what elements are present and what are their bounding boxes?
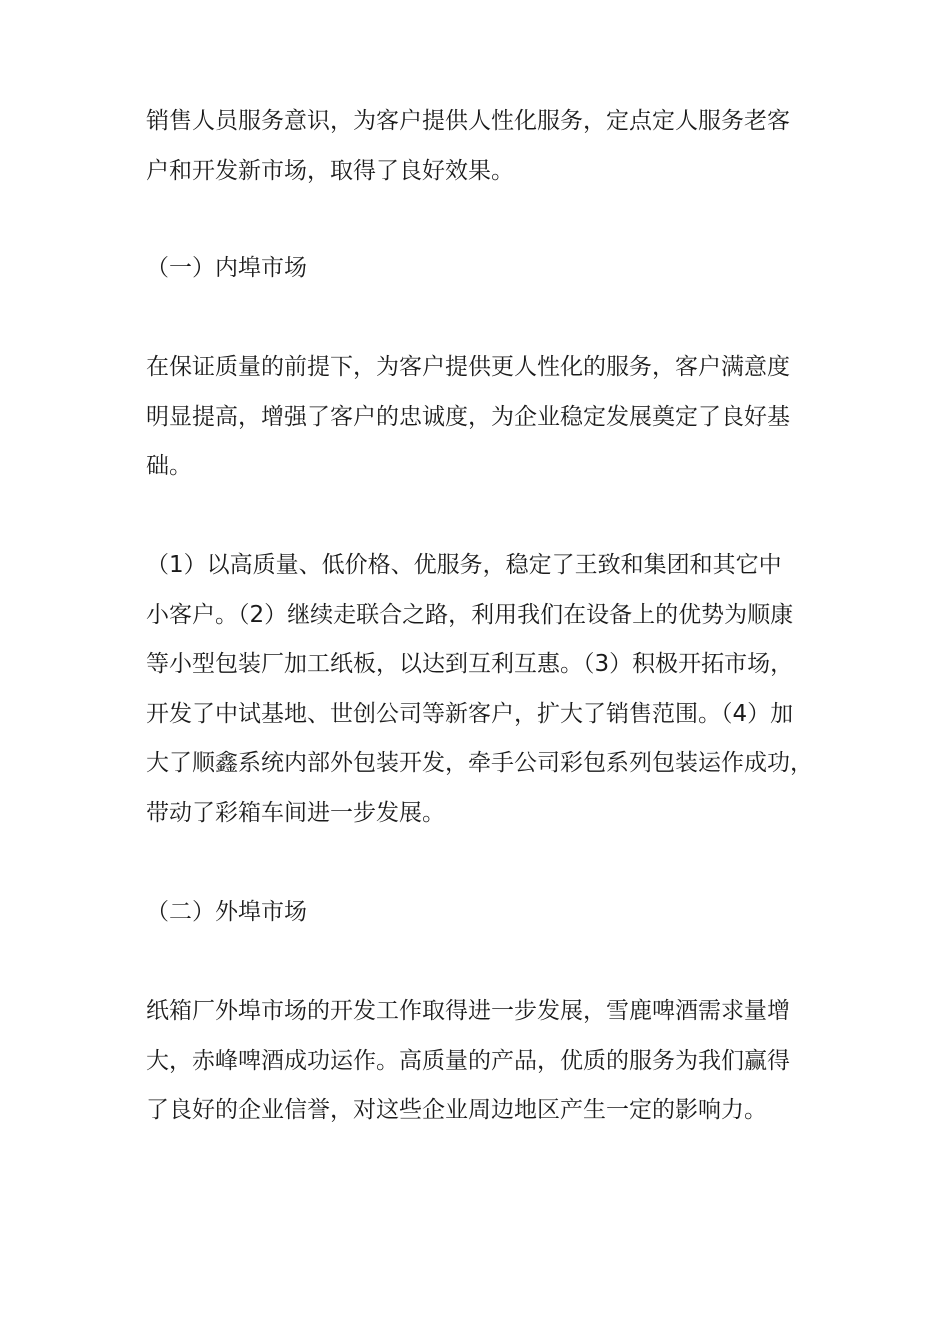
text-line: 带动了彩箱车间进一步发展。	[146, 799, 445, 826]
text-line: 础。	[146, 453, 192, 479]
paragraph-numbered-measures	[146, 541, 826, 838]
text-line: 销售人员服务意识，为客户提供人性化服务，定点定人服务老客	[146, 108, 790, 134]
text-line: 大，赤峰啤酒成功运作。高质量的产品，优质的服务为我们赢得	[146, 1047, 790, 1074]
text-line: 在保证质量的前提下，为客户提供更人性化的服务，客户满意度	[146, 354, 790, 380]
text-line: 了良好的企业信誉，对这些企业周边地区产生一定的影响力。	[146, 1097, 767, 1123]
text-line: （1）以高质量、低价格、优服务，稳定了王致和集团和其它中	[146, 552, 782, 578]
text-line: 大了顺鑫系统内部外包装开发，牵手公司彩包系列包装运作成功，	[146, 750, 813, 776]
text-line: 小客户。（2）继续走联合之路，利用我们在设备上的优势为顺康	[146, 601, 794, 628]
section-heading: （一）内埠市场	[146, 255, 307, 281]
paragraph-external-development	[146, 987, 826, 1136]
paragraph-quality-service	[146, 343, 826, 492]
text-line: 开发了中试基地、世创公司等新客户，扩大了销售范围。（4）加	[146, 700, 794, 727]
text-line: 纸箱厂外埠市场的开发工作取得进一步发展，雪鹿啤酒需求量增	[146, 998, 790, 1024]
heading-local-market	[146, 244, 826, 294]
text-line: 等小型包装厂加工纸板，以达到互利互惠。（3）积极开拓市场，	[146, 651, 794, 677]
text-line: 户和开发新市场，取得了良好效果。	[146, 157, 514, 184]
section-heading: （二）外埠市场	[146, 899, 307, 925]
heading-external-market	[146, 888, 826, 938]
text-line: 明显提高，增强了客户的忠诚度，为企业稳定发展奠定了良好基	[146, 403, 790, 430]
paragraph-sales-service	[146, 97, 826, 196]
